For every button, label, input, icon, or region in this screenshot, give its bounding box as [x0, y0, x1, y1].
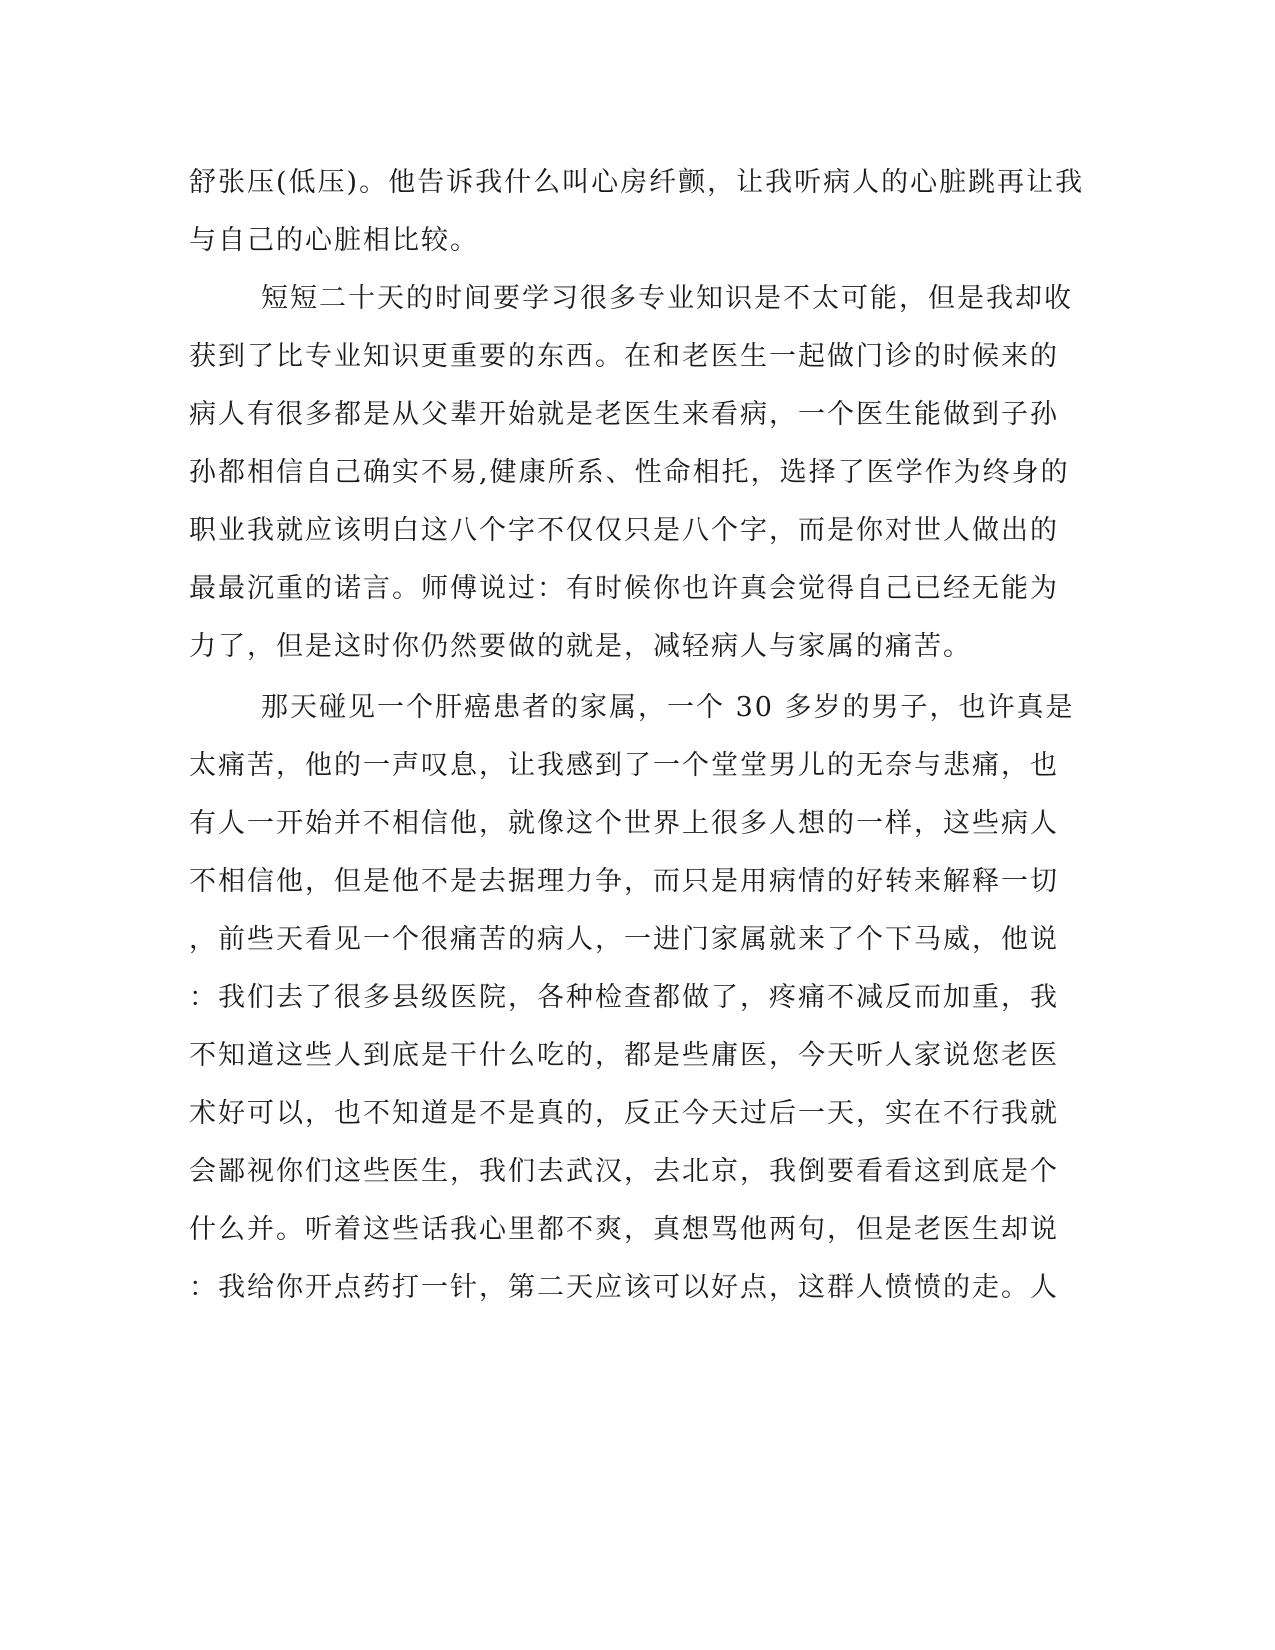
- text-line: 孙都相信自己确实不易,健康所系、性命相托，选择了医学作为终身的: [189, 457, 1070, 488]
- text-line: ，前些天看见一个很痛苦的病人，一进门家属就来了个下马威，他说: [189, 924, 1059, 955]
- text-line: 术好可以，也不知道是不是真的，反正今天过后一天，实在不行我就: [189, 1098, 1059, 1129]
- text-line: 会鄙视你们这些医生，我们去武汉，去北京，我倒要看看这到底是个: [189, 1156, 1059, 1187]
- text-line: 有人一开始并不相信他，就像这个世界上很多人想的一样，这些病人: [189, 808, 1059, 839]
- text-line: 病人有很多都是从父辈开始就是老医生来看病，一个医生能做到子孙: [189, 399, 1059, 430]
- text-line: 不知道这些人到底是干什么吃的，都是些庸医，今天听人家说您老医: [189, 1040, 1059, 1071]
- text-line: ：我们去了很多县级医院，各种检查都做了，疼痛不减反而加重，我: [189, 982, 1059, 1013]
- text-line: 不相信他，但是他不是去据理力争，而只是用病情的好转来解释一切: [189, 866, 1059, 897]
- text-line: 舒张压(低压)。他告诉我什么叫心房纤颤，让我听病人的心脏跳再让我: [189, 167, 1085, 198]
- paragraph-start-line: 短短二十天的时间要学习很多专业知识是不太可能，但是我却收: [261, 283, 1073, 314]
- paragraph-start-line: 那天碰见一个肝癌患者的家属，一个 30 多岁的男子，也许真是: [261, 692, 1075, 723]
- text-line: ：我给你开点药打一针，第二天应该可以好点，这群人愤愤的走。人: [189, 1272, 1059, 1303]
- text-line: 获到了比专业知识更重要的东西。在和老医生一起做门诊的时候来的: [189, 341, 1059, 372]
- text-line: 最最沉重的诺言。师傅说过：有时候你也许真会觉得自己已经无能为: [189, 573, 1059, 604]
- text-line: 力了，但是这时你仍然要做的就是，减轻病人与家属的痛苦。: [189, 631, 972, 662]
- text-line: 太痛苦，他的一声叹息，让我感到了一个堂堂男儿的无奈与悲痛，也: [189, 750, 1059, 781]
- text-line: 什么并。听着这些话我心里都不爽，真想骂他两句，但是老医生却说: [189, 1214, 1059, 1245]
- text-line: 职业我就应该明白这八个字不仅仅只是八个字，而是你对世人做出的: [189, 515, 1059, 546]
- text-line: 与自己的心脏相比较。: [189, 225, 479, 256]
